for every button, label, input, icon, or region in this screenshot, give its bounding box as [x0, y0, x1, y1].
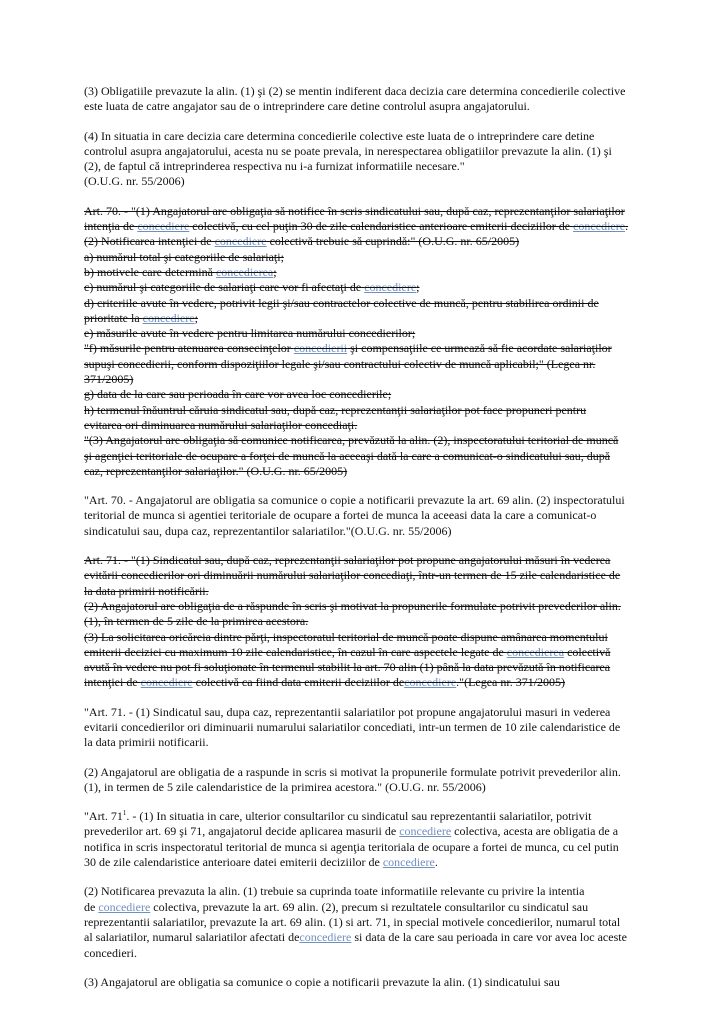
text-line — [84, 372, 644, 387]
text-segment: g) data de la care sau perioada în care vor avea loc concedierile; — [84, 387, 392, 402]
text-segment: (2) Angajatorul are obligatia de a raspunde in scris si motivat la propunerile formulate potrivit prevederilor alin. — [84, 764, 621, 779]
text-line — [84, 326, 644, 341]
text-line — [84, 599, 644, 614]
text-line — [84, 780, 644, 795]
concediere-link[interactable]: concediere — [140, 675, 193, 690]
text-line — [84, 84, 644, 99]
concediere-link[interactable]: concediere — [137, 219, 190, 234]
repealed-paragraph — [84, 204, 644, 479]
concediere-link[interactable]: concediere — [214, 234, 267, 249]
text-line — [84, 296, 644, 311]
text-segment: "Art. 71. - (1) Sindicatul sau, dupa caz, reprezentantii salariatilor pot propune angajatorului masuri in vederea — [84, 704, 611, 719]
text-segment: sindicatului sau, dupa caz, reprezentantilor salariatilor."(O.U.G. nr. 55/2006) — [84, 523, 452, 538]
text-segment: (3) Obligatiile prevazute la alin. (1) şi (2) se mentin indiferent daca decizia care determina concedierile colective — [84, 84, 626, 98]
text-line — [84, 630, 644, 645]
text-line — [84, 219, 644, 234]
paragraph — [84, 809, 644, 870]
concediere-link[interactable]: concediere — [382, 855, 435, 870]
text-segment: teritorial de munca si agentiei teritoriale de ocupare a fortei de munca la aceeasi data la care a comunicat-o — [84, 508, 597, 523]
text-segment: 371/2005) — [84, 372, 134, 387]
concediere-link[interactable]: concedierea — [506, 644, 565, 659]
text-line — [84, 735, 644, 750]
text-segment: Art. 71. - "(1) Sindicatul sau, după caz, reprezentanţii salariaţilor pot propune angajatorului măsuri în vederea — [84, 553, 611, 568]
text-segment: ; — [194, 310, 198, 325]
text-segment: d) criteriile avute în vedere, potrivit legii şi/sau contractelor colective de muncă, pentru stabilirea ordinii de — [84, 295, 599, 310]
text-line — [84, 357, 644, 372]
superscript: 1 — [122, 809, 127, 818]
text-segment: (2) Angajatorul are obligaţia de a răspunde în scris şi motivat la propunerile formulate potrivit prevederilor alin. — [84, 598, 621, 613]
text-segment: Art. 70. - "(1) Angajatorul are obligaţia să notifice în scris sindicatului sau, după caz, reprezentanţilor salariaţilor — [84, 203, 625, 218]
text-segment: "Art. 71 — [84, 809, 123, 824]
concediere-link[interactable]: concediere — [573, 219, 626, 234]
text-line — [84, 265, 644, 280]
text-segment: e) măsurile avute în vedere pentru limitarea numărului concedierilor; — [84, 326, 416, 341]
text-line — [84, 568, 644, 583]
text-segment: intenţia de — [84, 219, 138, 234]
text-segment: "Art. 70. - Angajatorul are obligatia sa comunice o copie a notificarii prevazute la art. 69 alin. (2) inspectoratului — [84, 493, 625, 508]
text-segment: al salariatilor, numarul salariatilor afectati de — [84, 930, 300, 945]
text-segment: (3) Angajatorul are obligatia sa comunice o copie a notificarii prevazute la alin. (1) sindicatului sau — [84, 974, 560, 989]
text-line — [84, 675, 644, 690]
paragraph — [84, 975, 644, 990]
text-segment: (1), in termen de 5 zile calendaristice de la primirea acestora." (O.U.G. nr. 55/2006) — [84, 779, 486, 794]
text-segment: şi compensaţiile ce urmează să fie acordate salariaţilor — [347, 341, 612, 356]
text-segment: . — [434, 855, 438, 870]
text-line — [84, 418, 644, 433]
text-line — [84, 824, 644, 839]
text-segment: "(3) Angajatorul are obligaţia să comunice notificarea, prevăzută la alin. (2), inspectoratului teritorial de muncă — [84, 433, 619, 448]
document-page — [84, 84, 644, 1004]
repealed-paragraph — [84, 553, 644, 691]
text-segment: evitarea ori diminuarea numărului salariaţilor concediaţi. — [84, 417, 358, 432]
text-segment: colectiva, prevazute la art. 69 alin. (2), precum si rezultatele consultarilor cu sindicatul sau — [150, 899, 589, 914]
concediere-link[interactable]: concediere — [299, 930, 352, 945]
text-segment: de — [84, 899, 99, 914]
text-line — [84, 915, 644, 930]
text-segment: şi agenţiei teritoriale de ocupare a forţei de muncă la aceeaşi dată la care a comunicat-o sindicatului sau, după — [84, 448, 611, 463]
text-segment: 30 de zile calendaristice anterioare datei emiterii deciziilor de — [84, 855, 383, 870]
text-line — [84, 204, 644, 219]
concediere-link[interactable]: concediere — [399, 824, 452, 839]
concediere-link[interactable]: concedierii — [293, 341, 348, 356]
text-segment: colectivă, cu cel puţin 30 de zile calendaristice anterioare emiterii deciziilor de — [189, 219, 574, 234]
text-line — [84, 464, 644, 479]
paragraph — [84, 765, 644, 796]
concediere-link[interactable]: concediere — [142, 310, 195, 325]
text-line — [84, 809, 644, 824]
paragraph — [84, 129, 644, 190]
text-segment: intenţiei de — [84, 675, 141, 690]
text-line — [84, 946, 644, 961]
text-line — [84, 553, 644, 568]
text-segment: colectivă ca fiind data emiterii deciziilor de — [192, 675, 405, 690]
text-segment: notifica in scris inspectoratul teritorial de munca si agenţia teritoriala de ocupare a fortei de munca, cu cel putin — [84, 839, 619, 854]
text-segment: a) numărul total şi categoriile de salariaţi; — [84, 249, 284, 264]
paragraph — [84, 705, 644, 751]
paragraph — [84, 884, 644, 960]
text-segment: b) motivele care determină — [84, 264, 216, 279]
text-line — [84, 508, 644, 523]
text-line — [84, 524, 644, 539]
text-segment: (O.U.G. nr. 55/2006) — [84, 174, 185, 189]
text-segment: ; — [416, 280, 420, 295]
text-segment: emiterii deciziei cu maximum 10 zile calendaristice, în cazul în care aspectele legate de — [84, 644, 507, 659]
text-line — [84, 840, 644, 855]
text-segment: concedieri. — [84, 945, 137, 960]
text-line — [84, 311, 644, 326]
text-segment: . - (1) In situatia in care, ulterior consultarilor cu sindicatul sau reprezentantii salariatilor, potrivit — [126, 809, 592, 824]
text-line — [84, 280, 644, 295]
text-line — [84, 129, 644, 144]
concediere-link[interactable]: concedierea — [215, 264, 274, 279]
text-segment: avută în vedere nu pot fi soluţionate în termenul stabilit la art. 70 alin (1) până la data prevăzută în notificarea — [84, 660, 611, 675]
text-line — [84, 660, 644, 675]
text-line — [84, 705, 644, 720]
text-line — [84, 144, 644, 159]
text-segment: (3) La solicitarea oricăreia dintre părţi, inspectoratul teritorial de muncă poate dispune amânarea momentului — [84, 629, 608, 644]
text-segment: evitării concedierilor ori diminuării numărului salariaţilor concediaţi, într-un termen de 15 zile calendaristice de — [84, 568, 621, 583]
text-segment: (2) Notificarea prevazuta la alin. (1) trebuie sa cuprinda toate informatiile relevante cu privire la intentia — [84, 884, 585, 899]
text-segment: colectivă trebuie să cuprindă:" (O.U.G. nr. 65/2005) — [266, 234, 520, 249]
text-line — [84, 975, 644, 990]
concediere-link[interactable]: concediere — [98, 899, 151, 914]
text-line — [84, 433, 644, 448]
text-segment: c) numărul şi categoriile de salariaţi care vor fi afectaţi de — [84, 280, 365, 295]
text-line — [84, 584, 644, 599]
text-line — [84, 930, 644, 945]
text-segment: (2), de faptul că intreprinderea respectiva nu i-a furnizat informatiile necesare." — [84, 159, 465, 174]
text-line — [84, 174, 644, 189]
text-segment: supuşi concedierii, conform dispoziţiilor legale şi/sau contractului colectiv de muncă aplicabil;" (Legea nr. — [84, 356, 596, 371]
text-segment: caz, reprezentanţilor salariaţilor." (O.U.G. nr. 65/2005) — [84, 463, 348, 478]
text-segment: controlul asupra angajatorului, acesta nu se poate prevala, in nerespectarea obligatiilor prevazute la alin. (1) şi — [84, 143, 612, 158]
text-segment: colectivă — [564, 644, 611, 659]
text-line — [84, 234, 644, 249]
paragraph — [84, 84, 644, 115]
text-line — [84, 720, 644, 735]
paragraph — [84, 493, 644, 539]
text-segment: (4) In situatia in care decizia care determina concedierile colective este luata de o intreprindere care detine — [84, 128, 595, 143]
text-line — [84, 614, 644, 629]
text-segment: h) termenul înăuntrul căruia sindicatul sau, după caz, reprezentanţii salariaţilor pot face propuneri pentru — [84, 402, 587, 417]
text-line — [84, 99, 644, 114]
text-segment: prevederilor art. 69 şi 71, angajatorul decide aplicarea masurii de — [84, 824, 400, 839]
text-segment: . — [625, 219, 629, 234]
text-segment: ; — [273, 264, 277, 279]
text-line — [84, 900, 644, 915]
text-line — [84, 645, 644, 660]
text-segment: reprezentantii salariatilor, prevazute la art. 69 alin. (1) si art. 71, in special motivele concedierilor, numarul total — [84, 914, 621, 929]
text-segment: "f) măsurile pentru atenuarea consecinţelor — [84, 341, 294, 356]
text-segment: si data de la care sau perioada in care vor avea loc aceste — [351, 930, 627, 945]
text-segment: (1), în termen de 5 zile de la primirea acestora. — [84, 614, 309, 629]
text-line — [84, 765, 644, 780]
text-segment: colectiva, acesta are obligatia de a — [451, 824, 619, 839]
text-segment: la data primirii notificarii. — [84, 735, 209, 750]
text-segment: ."(Legea nr. 371/2005) — [456, 675, 566, 690]
text-line — [84, 250, 644, 265]
text-line — [84, 449, 644, 464]
text-segment: la data primirii notificării. — [84, 583, 209, 598]
text-line — [84, 387, 644, 402]
text-line — [84, 341, 644, 356]
concediere-link[interactable]: concediere — [364, 280, 417, 295]
text-line — [84, 884, 644, 899]
text-segment: prioritate la — [84, 310, 143, 325]
text-line — [84, 403, 644, 418]
text-segment: este luata de catre angajator sau de o intreprindere care detine controlul asupra angajatorului. — [84, 99, 530, 114]
text-line — [84, 159, 644, 174]
text-segment: (2) Notificarea intenţiei de — [84, 234, 215, 249]
concediere-link[interactable]: concediere — [404, 675, 457, 690]
text-line — [84, 493, 644, 508]
text-line — [84, 855, 644, 870]
text-segment: evitarii concedierilor ori diminuarii numarului salariatilor concediati, intr-un termen de 10 zile calendaristice de — [84, 719, 621, 734]
